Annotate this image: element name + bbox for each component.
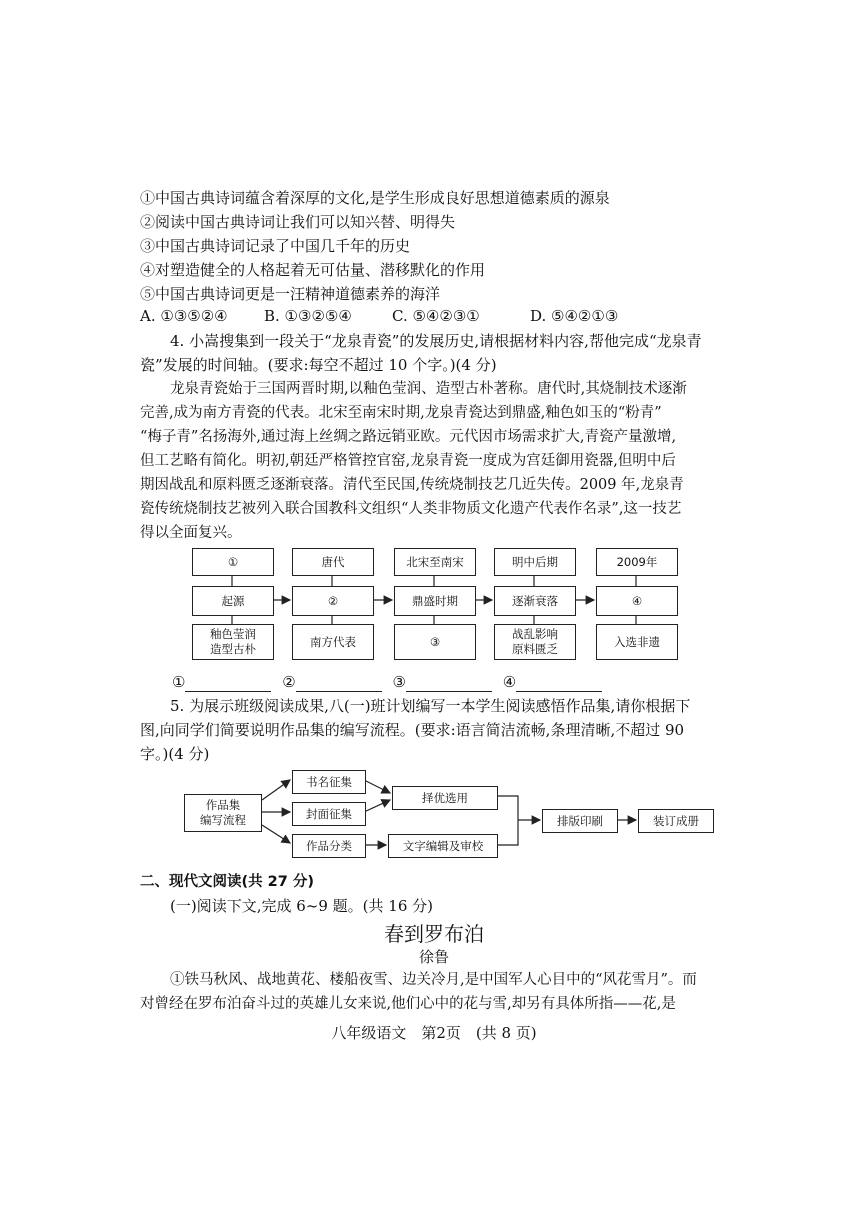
answer-blank-4[interactable] bbox=[516, 677, 602, 692]
q5-prompt-line3: 字。)(4 分) bbox=[140, 745, 210, 763]
flow-edit: 文字编辑及审校 bbox=[388, 834, 498, 858]
timeline-top-2: 唐代 bbox=[292, 548, 374, 576]
q4-prompt-line1: 4. 小嵩搜集到一段关于“龙泉青瓷”的发展历史,请根据材料内容,帮他完成“龙泉青 bbox=[170, 332, 702, 350]
flow-title-collect: 书名征集 bbox=[292, 770, 366, 794]
timeline-mid-2: ② bbox=[292, 586, 374, 616]
q4-passage-line: 完善,成为南方青瓷的代表。北宋至南宋时期,龙泉青瓷达到鼎盛,釉色如玉的“粉青” bbox=[140, 405, 662, 421]
timeline-bottom-4: 战乱影响 原料匮乏 bbox=[494, 624, 576, 660]
blank-label-4: ④ bbox=[502, 673, 517, 691]
timeline-top-5: 2009年 bbox=[596, 548, 678, 576]
q4-passage-line: 但工艺略有简化。明初,朝廷严格管控官窑,龙泉青瓷一度成为宫廷御用瓷器,但明中后 bbox=[140, 453, 676, 469]
choice-c: C. ⑤④②③① bbox=[392, 307, 480, 325]
option-5: ⑤中国古典诗词更是一汪精神道德素养的海洋 bbox=[140, 285, 441, 303]
timeline-mid-5: ④ bbox=[596, 586, 678, 616]
timeline-top-3: 北宋至南宋 bbox=[394, 548, 476, 576]
timeline-mid-1: 起源 bbox=[192, 586, 274, 616]
article-paragraph-line: ①铁马秋风、战地黄花、楼船夜雪、边关冷月,是中国军人心目中的“风花雪月”。而 bbox=[170, 972, 697, 988]
option-1: ①中国古典诗词蕴含着深厚的文化,是学生形成良好思想道德素质的源泉 bbox=[140, 189, 610, 207]
q5-prompt-line1: 5. 为展示班级阅读成果,八(一)班计划编写一本学生阅读感悟作品集,请你根据下 bbox=[170, 697, 691, 715]
timeline-top-4: 明中后期 bbox=[494, 548, 576, 576]
article-paragraph-line: 对曾经在罗布泊奋斗过的英雄儿女来说,他们心中的花与雪,却另有具体所指——花,是 bbox=[140, 996, 676, 1012]
flow-bind: 装订成册 bbox=[638, 809, 714, 833]
option-3: ③中国古典诗词记录了中国几千年的历史 bbox=[140, 237, 411, 255]
section-heading: 二、现代文阅读(共 27 分) bbox=[140, 874, 315, 890]
flow-print: 排版印刷 bbox=[542, 809, 618, 833]
flow-classify: 作品分类 bbox=[292, 834, 366, 858]
article-title: 春到罗布泊 bbox=[384, 922, 484, 946]
blank-label-1: ① bbox=[172, 673, 186, 691]
q4-passage-line: 得以全面复兴。 bbox=[140, 525, 242, 541]
page-footer: 八年级语文 第2页 (共 8 页) bbox=[331, 1024, 537, 1042]
timeline-mid-3: 鼎盛时期 bbox=[394, 586, 476, 616]
choice-a: A. ①③⑤②④ bbox=[140, 307, 228, 325]
timeline-bottom-3: ③ bbox=[394, 624, 476, 660]
q4-passage-line: 龙泉青瓷始于三国两晋时期,以釉色莹润、造型古朴著称。唐代时,其烧制技术逐渐 bbox=[170, 381, 687, 397]
flow-cover-collect: 封面征集 bbox=[292, 802, 366, 826]
q4-passage-line: 期因战乱和原料匮乏逐渐衰落。清代至民国,传统烧制技艺几近失传。2009 年,龙泉青 bbox=[140, 477, 684, 493]
q5-prompt-line2: 图,向同学们简要说明作品集的编写流程。(要求:语言简洁流畅,条理清晰,不超过 90 bbox=[140, 721, 685, 739]
answer-blank-3[interactable] bbox=[406, 677, 492, 692]
choice-d: D. ⑤④②①③ bbox=[530, 307, 619, 325]
answer-blank-1[interactable] bbox=[185, 677, 271, 692]
timeline-mid-4: 逐渐衰落 bbox=[494, 586, 576, 616]
article-author: 徐鲁 bbox=[418, 948, 449, 966]
q4-prompt-line2: 瓷”发展的时间轴。(要求:每空不超过 10 个字。)(4 分) bbox=[140, 356, 497, 374]
q4-passage-line: “梅子青”名扬海外,通过海上丝绸之路远销亚欧。元代因市场需求扩大,青瓷产量激增, bbox=[140, 429, 677, 445]
timeline-bottom-1: 釉色莹润 造型古朴 bbox=[192, 624, 274, 660]
answer-blanks bbox=[172, 672, 602, 692]
option-4: ④对塑造健全的人格起着无可估量、潜移默化的作用 bbox=[140, 261, 486, 279]
option-2: ②阅读中国古典诗词让我们可以知兴替、明得失 bbox=[140, 213, 456, 231]
blank-label-3: ③ bbox=[392, 673, 406, 691]
blank-label-2: ② bbox=[282, 673, 296, 691]
q4-passage-line: 瓷传统烧制技艺被列入联合国教科文组织“人类非物质文化遗产代表作名录”,这一技艺 bbox=[140, 501, 682, 517]
timeline-bottom-2: 南方代表 bbox=[292, 624, 374, 660]
choice-b: B. ①③②⑤④ bbox=[264, 307, 352, 325]
answer-blank-2[interactable] bbox=[296, 677, 382, 692]
section-subheading: (一)阅读下文,完成 6~9 题。(共 16 分) bbox=[170, 897, 433, 915]
flow-select: 择优选用 bbox=[392, 786, 498, 810]
timeline-bottom-5: 入选非遗 bbox=[596, 624, 678, 660]
flow-start: 作品集 编写流程 bbox=[184, 794, 262, 832]
timeline-top-1: ① bbox=[192, 548, 274, 576]
